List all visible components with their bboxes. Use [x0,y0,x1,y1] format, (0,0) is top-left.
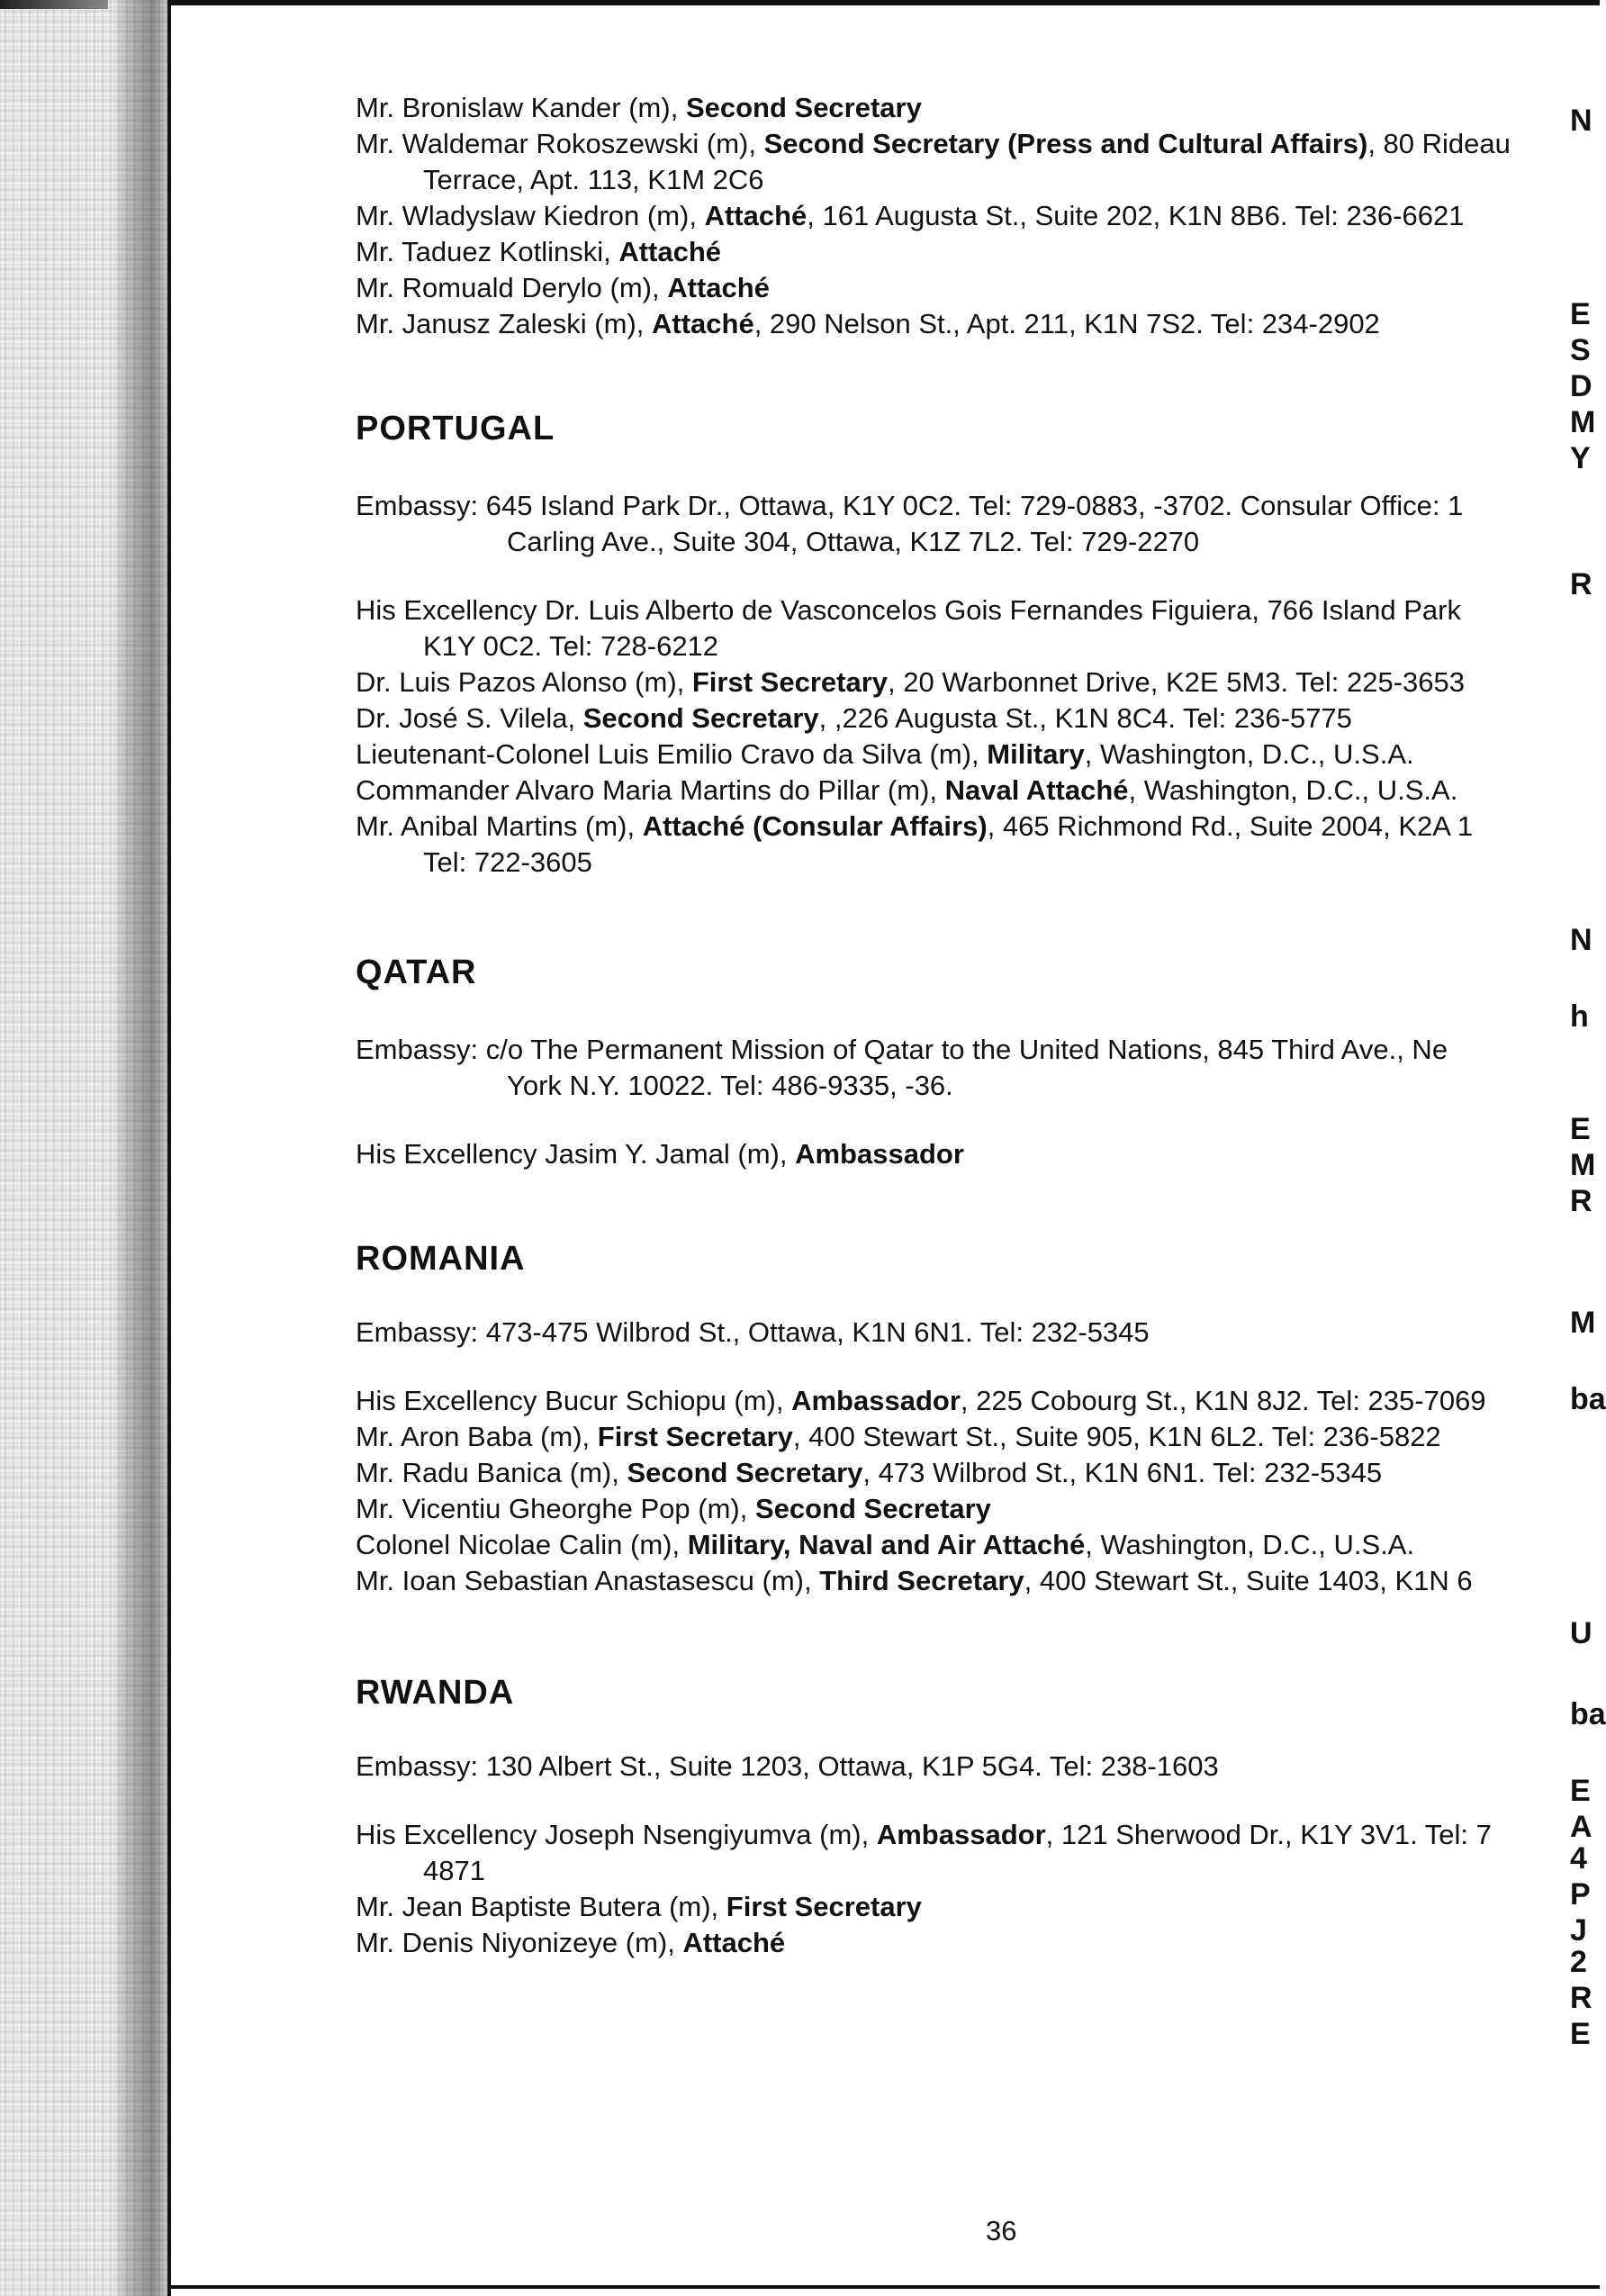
personnel-list [356,592,1530,881]
bleed-fragment: h [1570,999,1589,1034]
poland-continuation-block [356,90,1530,342]
person-title: Ambassador [791,1385,961,1416]
person-title: Attaché [652,308,754,339]
scanned-binding-edge [0,0,171,2296]
person-details: , 161 Augusta St., Suite 202, K1N 8B6. Tel: 236-6621 [807,200,1465,231]
person-title: Attaché [618,236,722,267]
person-name: Lieutenant-Colonel Luis Emilio Cravo da Silva (m), [356,738,988,770]
personnel-entry [356,1136,1530,1172]
bleed-fragment: S [1570,333,1591,367]
person-name: His Excellency Dr. Luis Alberto de Vasconcelos Gois Fernandes Figuiera, 766 Island Park [356,594,1461,626]
section-portugal [356,407,1530,881]
bleed-fragment: ba [1570,1382,1606,1416]
personnel-list [356,1136,1530,1172]
embassy-address: Embassy: c/o The Permanent Mission of Qatar to the United Nations, 845 Third Ave., Ne [356,1034,1448,1065]
page-number: 36 [986,2215,1017,2246]
embassy-address-continued: Carling Ave., Suite 304, Ottawa, K1Z 7L2. Tel: 729-2270 [507,526,1200,557]
person-name: His Excellency Jasim Y. Jamal (m), [356,1138,796,1170]
person-name: Mr. Jean Baptiste Butera (m), [356,1891,726,1922]
bleed-fragment: N [1570,923,1592,957]
person-title: Second Secretary [627,1457,863,1488]
personnel-entry [356,270,1530,306]
person-details: , 121 Sherwood Dr., K1Y 3V1. Tel: 7 [1045,1819,1492,1850]
person-title: First Secretary [691,666,888,698]
person-name: Mr. Taduez Kotlinski, [356,236,619,267]
bleed-fragment: 4 [1570,1841,1587,1876]
embassy-address: Embassy: 130 Albert St., Suite 1203, Ottawa, K1P 5G4. Tel: 238-1603 [356,1750,1219,1782]
section-rwanda [356,1671,1530,1961]
bleed-fragment: A [1570,1810,1592,1844]
embassy-address: Embassy: 645 Island Park Dr., Ottawa, K1Y 0C2. Tel: 729-0883, -3702. Consular Office: 1 [356,490,1464,521]
entry-continued: 4871 [423,1855,485,1886]
person-name: Mr. Aron Baba (m), [356,1421,598,1452]
personnel-entry [356,664,1530,701]
bleed-fragment: ba [1570,1697,1606,1731]
person-title: Attaché [667,272,770,303]
personnel-entry [356,1383,1530,1419]
person-title: Second Secretary [754,1493,991,1524]
bleed-fragment: R [1570,1184,1592,1218]
bottom-page-rule [171,2285,1600,2289]
personnel-entry [356,1419,1530,1455]
bleed-fragment: J [1570,1913,1587,1948]
personnel-entry [356,701,1530,737]
person-details: , 80 Rideau [1367,128,1511,159]
person-name: Mr. Janusz Zaleski (m), [356,308,652,339]
person-details: , 473 Wilbrod St., K1N 6N1. Tel: 232-5345 [862,1457,1383,1488]
person-title: First Secretary [597,1421,793,1452]
bleed-fragment: Y [1570,441,1591,475]
bleed-fragment: R [1570,1981,1592,2015]
person-name: Mr. Wladyslaw Kiedron (m), [356,200,705,231]
personnel-entry [356,737,1530,773]
bleed-fragment: R [1570,567,1592,601]
person-name: Commander Alvaro Maria Martins do Pillar (m), [356,774,945,806]
person-title: Naval Attaché [944,774,1129,806]
person-details: , Washington, D.C., U.S.A. [1085,1529,1415,1560]
person-details: , Washington, D.C., U.S.A. [1128,774,1458,806]
person-name: Mr. Waldemar Rokoszewski (m), [356,128,764,159]
personnel-entry [356,126,1530,162]
person-title: Military [987,738,1085,770]
person-title: First Secretary [726,1891,922,1922]
bleed-fragment: E [1570,1112,1591,1146]
person-title: Attaché [682,1927,786,1958]
person-details: , 400 Stewart St., Suite 1403, K1N 6 [1024,1565,1473,1596]
personnel-entry [356,198,1530,234]
person-name: His Excellency Bucur Schiopu (m), [356,1385,792,1416]
person-title: Military, Naval and Air Attaché [687,1529,1086,1560]
person-title: Ambassador [876,1819,1046,1850]
section-heading: PORTUGAL [356,410,555,447]
section-romania [356,1237,1530,1599]
binding-rule [167,0,171,2296]
personnel-entry [356,1925,1530,1961]
entry-continued: Tel: 722-3605 [423,846,592,878]
bleed-fragment: 2 [1570,1945,1587,1979]
bleed-fragment: M [1570,405,1596,439]
scan-corner-mark [0,0,108,9]
bleed-fragment: U [1570,1616,1592,1650]
person-details: , Washington, D.C., U.S.A. [1084,738,1414,770]
section-heading: RWANDA [356,1674,515,1712]
person-title: Third Secretary [819,1565,1024,1596]
person-name: Mr. Bronislaw Kander (m), [356,92,686,123]
person-name: Mr. Radu Banica (m), [356,1457,627,1488]
person-details: , 290 Nelson St., Apt. 211, K1N 7S2. Tel: 234-2902 [753,308,1380,339]
person-name: Mr. Denis Niyonizeye (m), [356,1927,683,1958]
entry-continued: K1Y 0C2. Tel: 728-6212 [423,630,719,662]
personnel-entry [356,306,1530,342]
personnel-entry [356,1455,1530,1491]
personnel-entry [356,1889,1530,1925]
personnel-list [356,1817,1530,1961]
person-title: Ambassador [795,1138,964,1170]
section-heading: QATAR [356,954,477,991]
person-title: Attaché [704,200,808,231]
bleed-fragment: P [1570,1877,1591,1912]
person-title: Second Secretary (Press and Cultural Affairs) [763,128,1368,159]
person-title: Second Secretary [582,702,819,734]
personnel-entry [356,773,1530,809]
personnel-entry [356,809,1530,845]
personnel-list [356,1383,1530,1599]
person-name: Colonel Nicolae Calin (m), [356,1529,688,1560]
person-title: Second Secretary [685,92,922,123]
personnel-entry [356,592,1530,628]
personnel-entry [356,1527,1530,1563]
top-page-rule [171,0,1600,5]
person-name: Dr. Luis Pazos Alonso (m), [356,666,692,698]
person-title: Attaché (Consular Affairs) [642,810,988,842]
person-details: , 20 Warbonnet Drive, K2E 5M3. Tel: 225-3653 [888,666,1466,698]
personnel-entry [356,234,1530,270]
embassy-address-continued: York N.Y. 10022. Tel: 486-9335, -36. [507,1070,953,1101]
personnel-entry [356,90,1530,126]
person-name: Dr. José S. Vilela, [356,702,583,734]
bleed-fragment: E [1570,297,1591,331]
person-name: Mr. Ioan Sebastian Anastasescu (m), [356,1565,820,1596]
bleed-fragment: D [1570,369,1592,403]
section-qatar [356,951,1530,1172]
entry-continued: Terrace, Apt. 113, K1M 2C6 [423,164,764,195]
person-details: , 465 Richmond Rd., Suite 2004, K2A 1 [987,810,1474,842]
person-details: , 225 Cobourg St., K1N 8J2. Tel: 235-7069 [960,1385,1486,1416]
bleed-fragment: E [1570,2017,1591,2051]
personnel-entry [356,1491,1530,1527]
embassy-address: Embassy: 473-475 Wilbrod St., Ottawa, K1N 6N1. Tel: 232-5345 [356,1316,1150,1348]
bleed-fragment: M [1570,1306,1596,1340]
section-heading: ROMANIA [356,1240,526,1278]
person-details: , 400 Stewart St., Suite 905, K1N 6L2. Tel: 236-5822 [792,1421,1441,1452]
bleed-fragment: E [1570,1774,1591,1808]
personnel-entry [356,1563,1530,1599]
person-name: His Excellency Joseph Nsengiyumva (m), [356,1819,877,1850]
bleed-fragment: M [1570,1148,1596,1182]
person-name: Mr. Anibal Martins (m), [356,810,643,842]
bleed-fragment: N [1570,104,1592,138]
person-name: Mr. Vicentiu Gheorghe Pop (m), [356,1493,755,1524]
personnel-entry [356,1817,1530,1853]
person-details: , ,226 Augusta St., K1N 8C4. Tel: 236-5775 [818,702,1352,734]
directory-page-content [356,90,1530,1961]
person-name: Mr. Romuald Derylo (m), [356,272,668,303]
